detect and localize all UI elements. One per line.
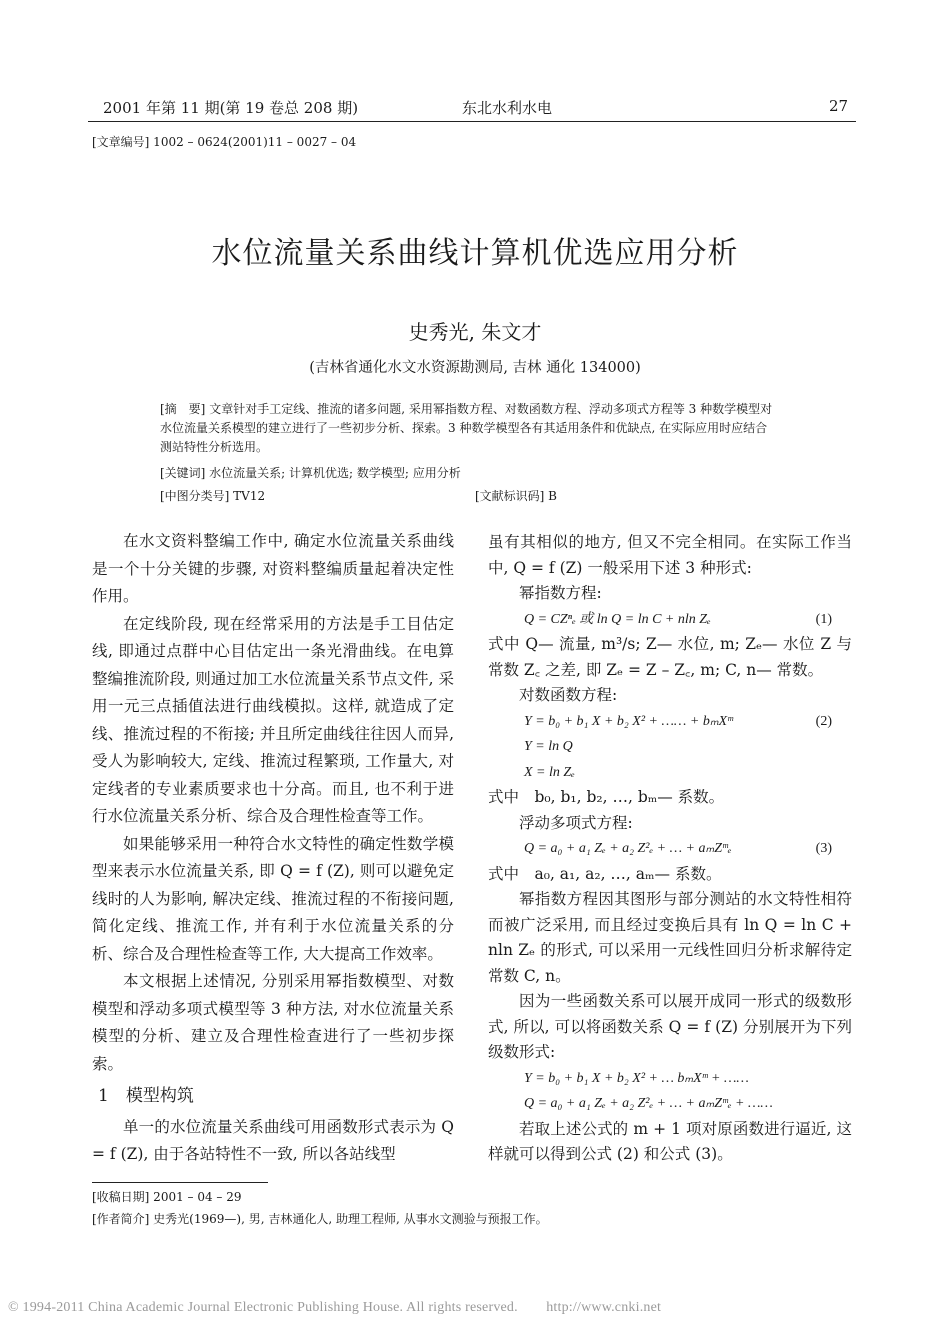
left-paragraph-5: 单一的水位流量关系曲线可用函数形式表示为 Q = f (Z), 由于各站特性不一致, 所以各站线型 [92, 1117, 454, 1163]
abstract-line-2: 水位流量关系模型的建立进行了一些初步分析、探索。3 种数学模型各有其适用条件和优缺点, 在实际应用时应结合 [160, 421, 768, 435]
affiliation: (吉林省通化水文水资源勘测局, 吉林 通化 134000) [309, 360, 641, 376]
left-paragraph-4: 本文根据上述情况, 分别采用幂指数模型、对数模型和浮动多项式模型等 3 种方法, 对水位流量关系模型的分析、建立及合理性检查进行了一些初步探索。 [92, 972, 454, 1073]
series-equation-y: Y = b₀ + b₁ X + b₂ X² + … bₘXᵐ + …… [524, 1070, 749, 1086]
equation-1-number: (1) [815, 611, 832, 627]
footnote-received-date: [收稿日期] 2001 – 04 – 29 [92, 1190, 242, 1204]
log-equation-heading: 对数函数方程: [519, 686, 618, 704]
equation-3-body: Q = a₀ + a₁ Zₑ + a₂ Z²ₑ + … + aₘZᵐₑ [524, 841, 732, 856]
power-equation-heading: 幂指数方程: [519, 584, 602, 602]
right-column [488, 530, 852, 1168]
left-paragraph-2: 在定线阶段, 现在经常采用的方法是手工目估定线, 即通过点群中心目估定出一条光滑曲线。在电算整编推流阶段, 则通过加工水位流量关系节点文件, 采用一元三点插值法进行曲线模拟。这样, 就造成了定线、推流过程的不衔接; 并且所定曲线往往因人而异, 受人为影响较大, 定线、推流过程繁琐, 工作量大, 对定线者的专业素质要求也十分高。而且, 也不利于进行水位流量关系分析、综合及合理性检查等工作。 [92, 614, 454, 825]
left-paragraph-3: 如果能够采用一种符合水文特性的确定性数学模型来表示水位流量关系, 即 Q = f (Z), 则可以避免定线时的人为影响, 解决定线、推流过程的不衔接问题, 简化定线、推流工作, 并有利于水位流量关系的分析、综合及合理性检查等工作, 大大提高工作效率。 [92, 834, 454, 963]
equation-1 [488, 607, 852, 633]
equation-2-x: X = ln Zₑ [524, 764, 575, 780]
right-paragraph-4: 若取上述公式的 m + 1 项对原函数进行逼近, 这样就可以得到公式 (2) 和公式 (3)。 [488, 1119, 852, 1163]
running-header-page-number: 27 [829, 97, 849, 115]
copyright-notice: © 1994-2011 China Academic Journal Electronic Publishing House. All rights reserved. http://www.cnki.net [8, 1300, 662, 1315]
equation-3-definitions: 式中 a₀, a₁, a₂, …, aₘ— 系数。 [488, 864, 722, 883]
keywords: [关键词] 水位流量关系; 计算机优选; 数学模型; 应用分析 [160, 466, 461, 480]
section-heading: 1 模型构筑 [98, 1086, 194, 1106]
classification-number: [中图分类号] TV12 [160, 489, 266, 503]
article-title: 水位流量关系曲线计算机优选应用分析 [211, 236, 739, 271]
abstract-line-1 [160, 400, 800, 419]
equation-3 [488, 836, 852, 862]
abstract-text-1: 文章针对手工定线、推流的诸多问题, 采用幂指数方程、对数函数方程、浮动多项式方程等 3 种数学模型对 [209, 402, 773, 416]
equation-2-y: Y = ln Q [524, 739, 573, 754]
equation-1-body: Q = CZⁿₑ 或 ln Q = ln C + nln Zₑ [524, 611, 711, 627]
abstract [160, 400, 800, 457]
left-paragraph-1: 在水文资料整编工作中, 确定水位流量关系曲线是一个十分关键的步骤, 对资料整编质量起着决定性作用。 [92, 532, 454, 605]
article-number: [文章编号] 1002 – 0624(2001)11 – 0027 – 04 [92, 135, 357, 149]
equation-2-body: Y = b₀ + b₁ X + b₂ X² + …… + bₘXᵐ [524, 713, 733, 729]
running-header-journal: 东北水利水电 [462, 99, 553, 117]
right-paragraph-2: 幂指数方程因其图形与部分测站的水文特性相符而被广泛采用, 而且经过变换后具有 ln Q = ln C + nln Zₑ 的形式, 可以采用一元线性回归分析求解待定常数 C, n。 [488, 890, 852, 985]
abstract-line-3: 测站特性分析选用。 [160, 440, 269, 454]
header-rule [88, 121, 856, 122]
equation-2-number: (2) [815, 713, 832, 729]
series-equation-q: Q = a₀ + a₁ Zₑ + a₂ Z²ₑ + … + aₘZᵐₑ + …… [524, 1096, 773, 1111]
running-header-issue: 2001 年第 11 期(第 19 卷总 208 期) [103, 99, 359, 117]
polynomial-equation-heading: 浮动多项式方程: [519, 813, 633, 832]
left-column [92, 528, 454, 1169]
document-code: [文献标识码] B [475, 489, 557, 503]
equation-1-definitions: 式中 Q— 流量, m³/s; Z— 水位, m; Zₑ— 水位 Z 与常数 Z꜀ 之差, 即 Zₑ = Z – Z꜀, m; C, n— 常数。 [488, 635, 852, 679]
right-paragraph-3: 因为一些函数关系可以展开成同一形式的级数形式, 所以, 可以将函数关系 Q = f (Z) 分别展开为下列级数形式: [488, 992, 852, 1061]
footnote-author-bio: [作者简介] 史秀光(1969—), 男, 吉林通化人, 助理工程师, 从事水文测验与预报工作。 [92, 1212, 548, 1226]
authors: 史秀光, 朱文才 [408, 320, 542, 344]
right-paragraph-1: 虽有其相似的地方, 但又不完全相同。在实际工作当中, Q = f (Z) 一般采用下述 3 种形式: [488, 533, 852, 577]
equation-2-definitions: 式中 b₀, b₁, b₂, …, bₘ— 系数。 [488, 788, 725, 806]
equation-2 [488, 709, 852, 735]
footnote-rule [92, 1182, 268, 1183]
abstract-label: [摘 要] [160, 402, 206, 416]
equation-3-number: (3) [815, 841, 832, 856]
